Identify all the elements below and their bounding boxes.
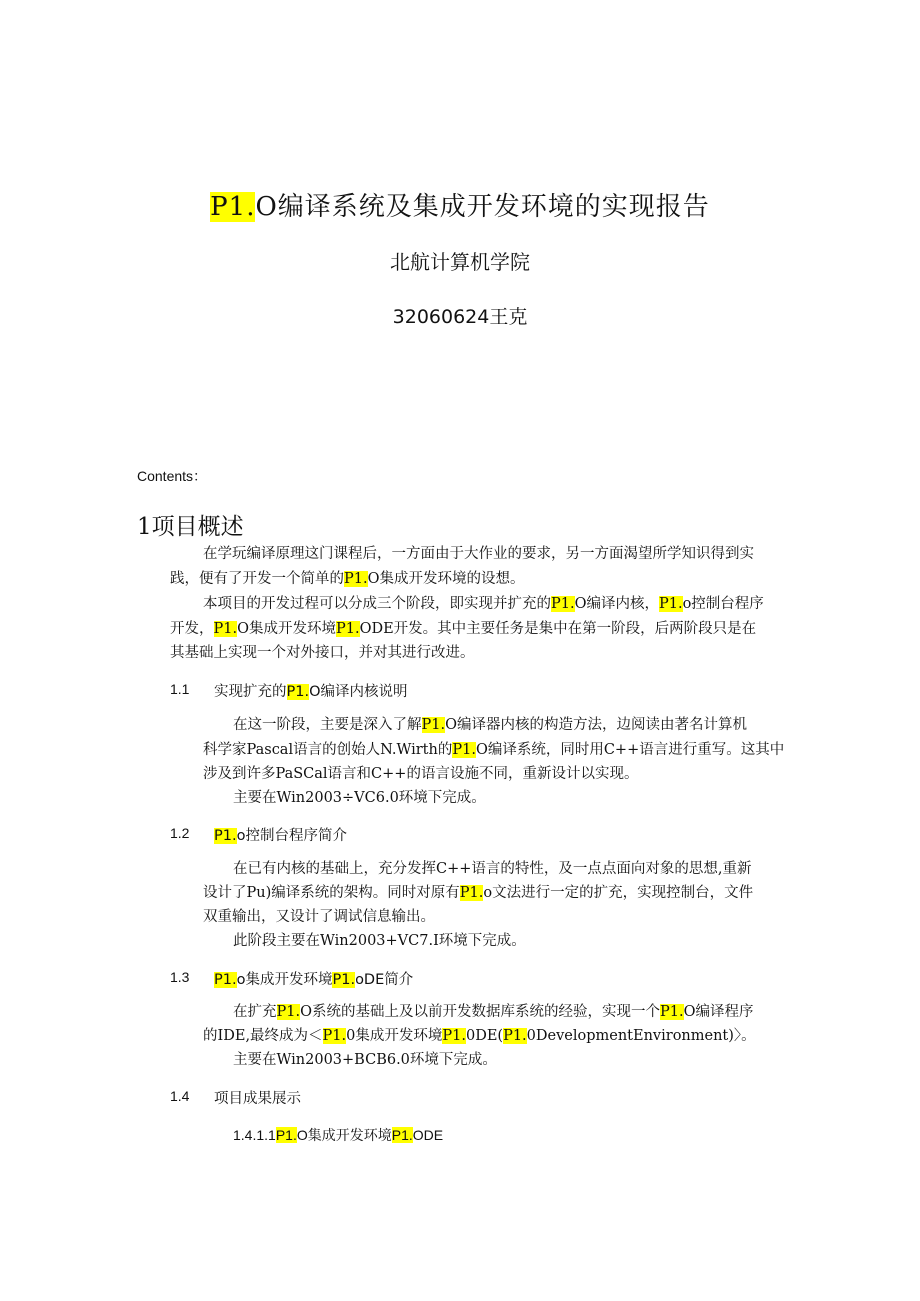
section-number: 1.1: [170, 681, 190, 697]
section-title: P1.o控制台程序简介: [214, 828, 347, 844]
section-heading: 1项目概述: [137, 514, 244, 540]
section-number: 1.4: [170, 1088, 190, 1104]
paragraph-line: 科学家Pascal语言的创始人N.Wirth的P1.O编译系统，同时用C++语言进行重写。这其中: [203, 742, 785, 758]
paragraph-line: 其基础上实现一个对外接口，并对其进行改进。: [170, 645, 475, 661]
contents-label: Contents：: [137, 468, 208, 484]
paragraph-line: 在学玩编译原理这门课程后，一方面由于大作业的要求，另一方面渴望所学知识得到实: [203, 546, 754, 562]
paragraph-line: 在已有内核的基础上，充分发挥C++语言的特性，及一点点面向对象的思想,重新: [233, 861, 752, 877]
document-title: P1.O编译系统及集成开发环境的实现报告: [210, 192, 710, 222]
paragraph-line: 在这一阶段，主要是深入了解P1.O编译器内核的构造方法，边阅读由著名计算机: [233, 717, 747, 733]
section-number: 1.2: [170, 825, 190, 841]
paragraph-line: 本项目的开发过程可以分成三个阶段，即实现并扩充的P1.O编译内核，P1.o控制台程序: [203, 596, 764, 612]
subsection-title: 1.4.1.1P1.O集成开发环境P1.ODE: [233, 1127, 444, 1143]
section-number: 1.3: [170, 969, 190, 985]
paragraph-line: 主要在Win2003+BCB6.0环境下完成。: [233, 1052, 497, 1068]
section-title: P1.o集成开发环境P1.oDE简介: [214, 972, 414, 988]
paragraph-line: 开发，P1.O集成开发环境P1.ODE开发。其中主要任务是集中在第一阶段，后两阶段只是在: [170, 621, 757, 637]
school-name: 北航计算机学院: [390, 250, 530, 274]
paragraph-line: 设计了Pu)编译系统的架构。同时对原有P1.o文法进行一定的扩充，实现控制台，文件: [203, 885, 754, 901]
section-title: 实现扩充的P1.O编译内核说明: [214, 684, 408, 700]
paragraph-line: 践，便有了开发一个简单的P1.O集成开发环境的设想。: [170, 571, 525, 587]
paragraph-line: 此阶段主要在Win2003+VC7.I环境下完成。: [233, 933, 526, 949]
paragraph-line: 在扩充P1.O系统的基础上及以前开发数据库系统的经验，实现一个P1.O编译程序: [233, 1004, 754, 1020]
section-title: 项目成果展示: [214, 1091, 301, 1107]
paragraph-line: 双重输出，又设计了调试信息输出。: [203, 909, 435, 925]
highlight: P1.: [210, 192, 256, 222]
paragraph-line: 涉及到许多PaSCal语言和C++的语言设施不同，重新设计以实现。: [203, 766, 639, 782]
paragraph-line: 主要在Win2003÷VC6.0环境下完成。: [233, 790, 486, 806]
author-line: 32060624王克: [392, 306, 528, 328]
paragraph-line: 的IDE,最终成为＜P1.0集成开发环境P1.0DE(P1.0DevelopmentEnvironment)〉。: [203, 1028, 756, 1044]
